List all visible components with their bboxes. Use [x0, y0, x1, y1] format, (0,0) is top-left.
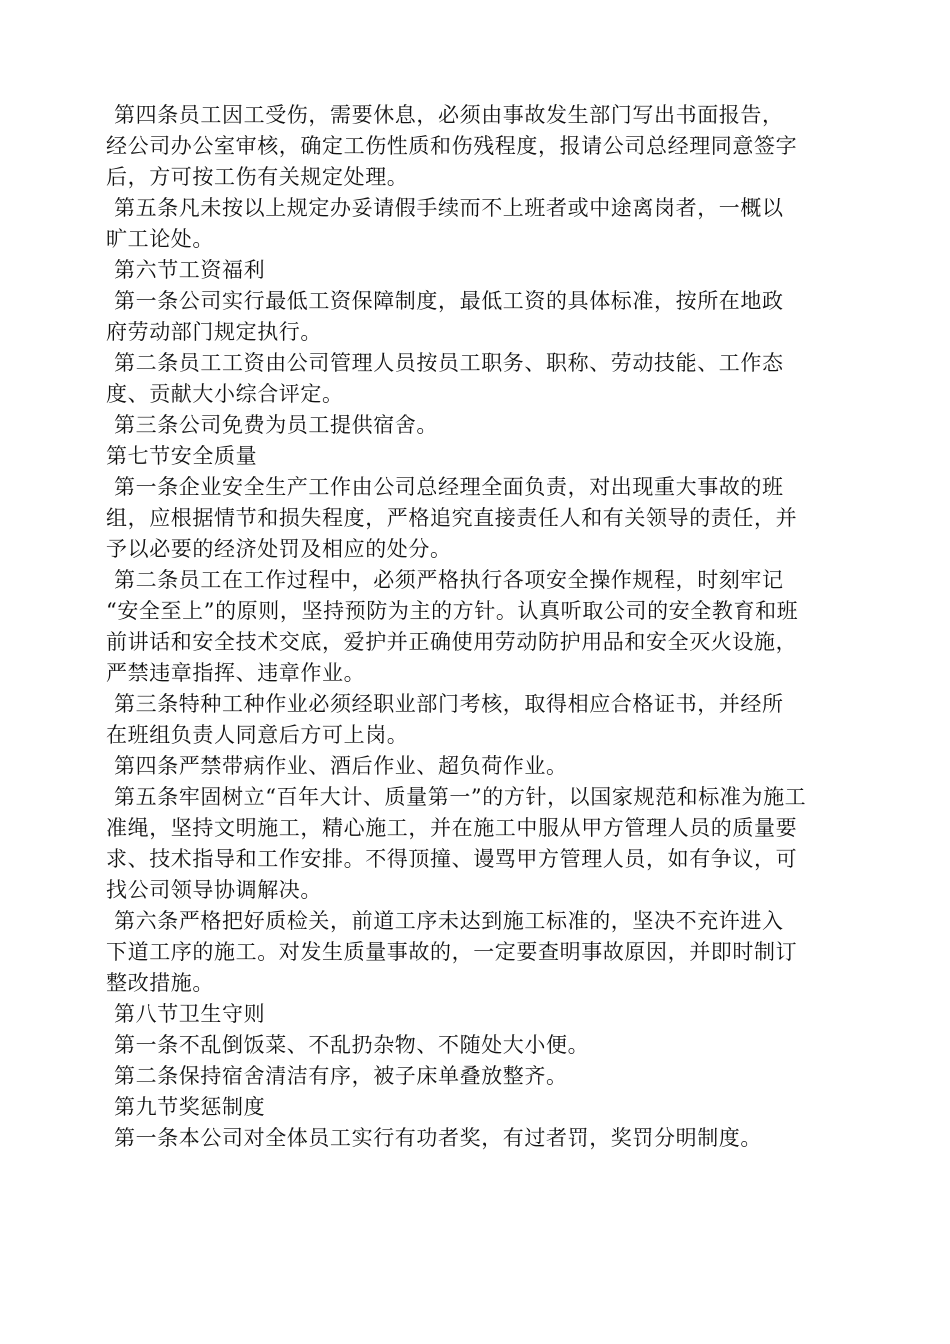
- text-line: 第八节卫生守则: [114, 1002, 266, 1026]
- text-line: 府劳动部门规定执行。: [106, 320, 322, 344]
- text-line: “安全至上”的原则，坚持预防为主的方针。认真听取公司的安全教育和班: [106, 599, 799, 623]
- document-body: [106, 100, 866, 1154]
- text-line: 第一条本公司对全体员工实行有功者奖，有过者罚，奖罚分明制度。: [114, 1126, 762, 1150]
- text-line: 第四条严禁带病作业、酒后作业、超负荷作业。: [114, 754, 568, 778]
- text-line: 第一条公司实行最低工资保障制度，最低工资的具体标准，按所在地政: [114, 289, 784, 313]
- text-line: 严禁违章指挥、违章作业。: [106, 661, 366, 685]
- text-line: 第九节奖惩制度: [114, 1095, 266, 1119]
- text-line: 后，方可按工伤有关规定处理。: [106, 165, 409, 189]
- text-line: 整改措施。: [106, 971, 214, 995]
- text-line: 予以必要的经济处罚及相应的处分。: [106, 537, 452, 561]
- text-line: 找公司领导协调解决。: [106, 878, 322, 902]
- text-line: 前讲话和安全技术交底，爱护并正确使用劳动防护用品和安全灭火设施，: [106, 630, 798, 654]
- text-line: 第二条保持宿舍清洁有序，被子床单叠放整齐。: [114, 1064, 568, 1088]
- text-line: 旷工论处。: [106, 227, 214, 251]
- text-line: 第七节安全质量: [106, 444, 258, 468]
- text-line: 第三条特种工种作业必须经职业部门考核，取得相应合格证书，并经所: [114, 692, 784, 716]
- text-line: 第六节工资福利: [114, 258, 266, 282]
- text-line: 第三条公司免费为员工提供宿舍。: [114, 413, 438, 437]
- text-line: 第五条牢固树立“百年大计、质量第一”的方针，以国家规范和标准为施工: [114, 785, 807, 809]
- text-line: 第二条员工工资由公司管理人员按员工职务、职称、劳动技能、工作态: [114, 351, 784, 375]
- text-line: 在班组负责人同意后方可上岗。: [106, 723, 409, 747]
- text-line: 准绳，坚持文明施工，精心施工，并在施工中服从甲方管理人员的质量要: [106, 816, 798, 840]
- text-line: 度、贡献大小综合评定。: [106, 382, 344, 406]
- text-line: 求、技术指导和工作安排。不得顶撞、谩骂甲方管理人员，如有争议，可: [106, 847, 798, 871]
- text-line: 第二条员工在工作过程中，必须严格执行各项安全操作规程，时刻牢记: [114, 568, 784, 592]
- text-line: 第一条不乱倒饭菜、不乱扔杂物、不随处大小便。: [114, 1033, 590, 1057]
- text-line: 第六条严格把好质检关，前道工序未达到施工标准的，坚决不充许进入: [114, 909, 784, 933]
- text-line: 第五条凡未按以上规定办妥请假手续而不上班者或中途离岗者，一概以: [114, 196, 784, 220]
- text-line: 组，应根据情节和损失程度，严格追究直接责任人和有关领导的责任，并: [106, 506, 798, 530]
- text-line: 第一条企业安全生产工作由公司总经理全面负责，对出现重大事故的班: [114, 475, 784, 499]
- text-line: 下道工序的施工。对发生质量事故的，一定要查明事故原因，并即时制订: [106, 940, 798, 964]
- text-line: 经公司办公室审核，确定工伤性质和伤残程度，报请公司总经理同意签字: [106, 134, 798, 158]
- text-line: 第四条员工因工受伤，需要休息，必须由事故发生部门写出书面报告，: [114, 103, 784, 127]
